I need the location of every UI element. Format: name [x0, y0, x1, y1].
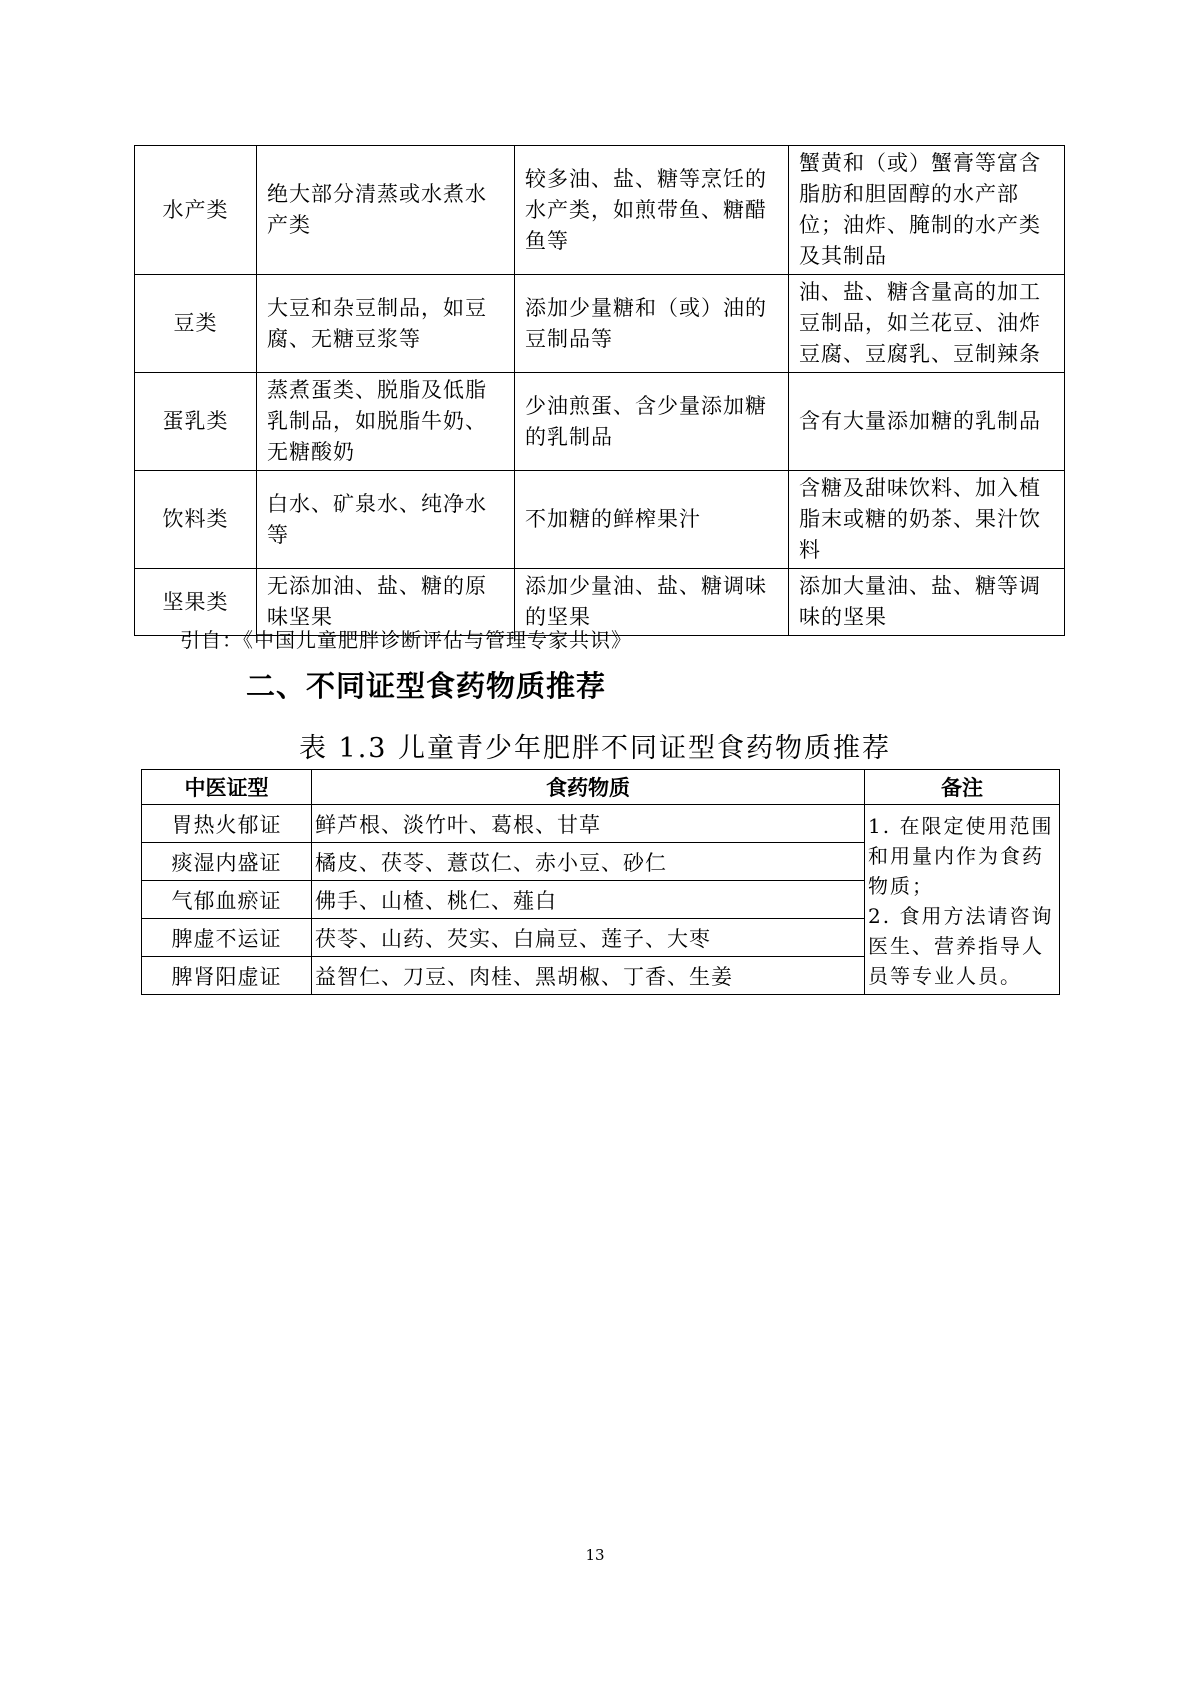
recommended-cell: 无添加油、盐、糖的原味坚果 — [257, 569, 515, 636]
category-cell: 豆类 — [135, 275, 257, 373]
table-row — [135, 471, 1065, 569]
limited-cell: 蟹黄和（或）蟹膏等富含脂肪和胆固醇的水产部位；油炸、腌制的水产类及其制品 — [789, 146, 1065, 275]
table-caption: 表 1.3 儿童青少年肥胖不同证型食药物质推荐 — [298, 733, 892, 764]
table-row — [135, 373, 1065, 471]
limited-cell: 含糖及甜味饮料、加入植脂末或糖的奶茶、果汁饮料 — [789, 471, 1065, 569]
moderate-cell: 添加少量油、盐、糖调味的坚果 — [515, 569, 789, 636]
limited-cell: 含有大量添加糖的乳制品 — [789, 373, 1065, 471]
table-row — [135, 146, 1065, 275]
syndrome-cell: 脾肾阳虚证 — [142, 957, 312, 995]
syndrome-cell: 胃热火郁证 — [142, 805, 312, 843]
table-row — [135, 275, 1065, 373]
moderate-cell: 少油煎蛋、含少量添加糖的乳制品 — [515, 373, 789, 471]
syndrome-cell: 脾虚不运证 — [142, 919, 312, 957]
syndrome-header: 中医证型 — [142, 770, 312, 805]
substances-header: 食药物质 — [312, 770, 865, 805]
recommended-cell: 蒸煮蛋类、脱脂及低脂乳制品，如脱脂牛奶、无糖酸奶 — [257, 373, 515, 471]
table-row — [142, 805, 1060, 843]
limited-cell: 添加大量油、盐、糖等调味的坚果 — [789, 569, 1065, 636]
notes-cell — [865, 805, 1060, 995]
recommended-cell: 大豆和杂豆制品，如豆腐、无糖豆浆等 — [257, 275, 515, 373]
recommended-cell: 绝大部分清蒸或水煮水产类 — [257, 146, 515, 275]
table-header-row — [142, 770, 1060, 805]
moderate-cell: 添加少量糖和（或）油的豆制品等 — [515, 275, 789, 373]
note-line: 2. 食用方法请咨询医生、营养指导人员等专业人员。 — [868, 904, 1054, 988]
notes-header: 备注 — [865, 770, 1060, 805]
section-heading: 二、不同证型食药物质推荐 — [246, 669, 607, 703]
substances-cell: 橘皮、茯苓、薏苡仁、赤小豆、砂仁 — [312, 843, 865, 881]
recommended-cell: 白水、矿泉水、纯净水等 — [257, 471, 515, 569]
syndrome-cell: 痰湿内盛证 — [142, 843, 312, 881]
limited-cell: 油、盐、糖含量高的加工豆制品，如兰花豆、油炸豆腐、豆腐乳、豆制辣条 — [789, 275, 1065, 373]
page-number: 13 — [585, 1546, 605, 1564]
category-cell: 饮料类 — [135, 471, 257, 569]
note-line: 1. 在限定使用范围和用量内作为食药物质； — [868, 814, 1054, 898]
syndrome-cell: 气郁血瘀证 — [142, 881, 312, 919]
substances-cell: 鲜芦根、淡竹叶、葛根、甘草 — [312, 805, 865, 843]
moderate-cell: 较多油、盐、糖等烹饪的水产类，如煎带鱼、糖醋鱼等 — [515, 146, 789, 275]
substances-cell: 益智仁、刀豆、肉桂、黑胡椒、丁香、生姜 — [312, 957, 865, 995]
syndrome-substance-table — [141, 769, 1060, 995]
substances-cell: 茯苓、山药、芡实、白扁豆、莲子、大枣 — [312, 919, 865, 957]
category-cell: 蛋乳类 — [135, 373, 257, 471]
substances-cell: 佛手、山楂、桃仁、薤白 — [312, 881, 865, 919]
category-cell: 水产类 — [135, 146, 257, 275]
source-note: 引自：《中国儿童肥胖诊断评估与管理专家共识》 — [180, 628, 632, 652]
moderate-cell: 不加糖的鲜榨果汁 — [515, 471, 789, 569]
category-cell: 坚果类 — [135, 569, 257, 636]
food-category-table — [134, 145, 1065, 636]
